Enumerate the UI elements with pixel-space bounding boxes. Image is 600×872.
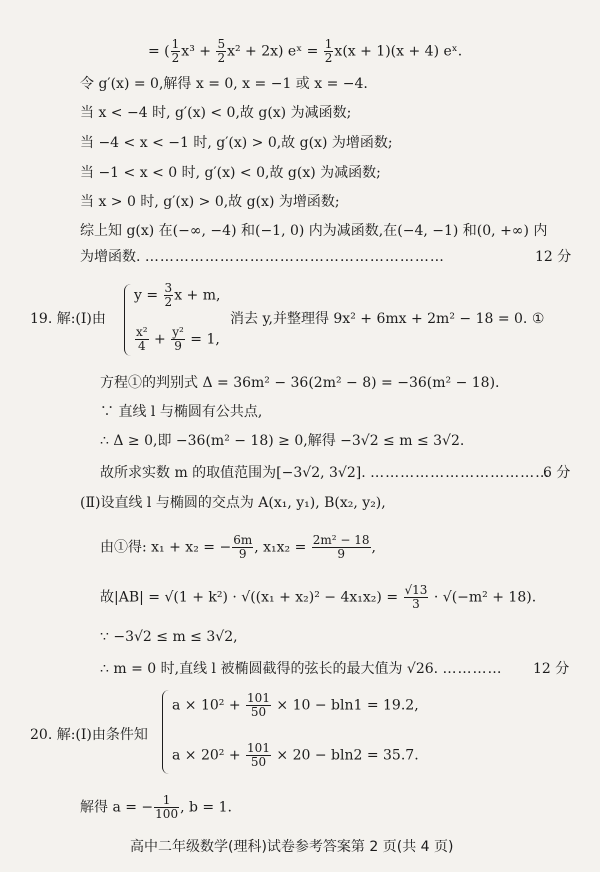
text: 由①得: x₁ + x₂ = − bbox=[100, 539, 232, 556]
text-line bbox=[100, 464, 550, 482]
text-line: 当 −1 < x < 0 时, g′(x) < 0,故 g(x) 为减函数; bbox=[80, 165, 381, 181]
fraction: $\frac{1}{100}$ bbox=[155, 793, 179, 821]
text-line bbox=[80, 248, 445, 266]
text-line: 当 −4 < x < −1 时, g′(x) > 0,故 g(x) 为增函数; bbox=[80, 135, 393, 151]
text: × 20 − bln2 = 35.7. bbox=[271, 747, 419, 764]
equation bbox=[172, 692, 419, 719]
fraction: $\frac{\text{2m² − 18}}{9}$ bbox=[312, 533, 370, 561]
text-line: 方程①的判别式 Δ = 36m² − 36(2m² − 8) = −36(m² − 18). bbox=[100, 375, 500, 391]
fraction: $\frac{5}{2}$ bbox=[217, 37, 226, 65]
brace bbox=[124, 284, 131, 356]
text: x³ + bbox=[181, 43, 216, 60]
text: = 1, bbox=[185, 331, 220, 348]
question-20-label: 20. 解:(Ⅰ)由条件知 bbox=[30, 727, 148, 743]
equation bbox=[80, 794, 232, 821]
text-line: 消去 y,并整理得 9x² + 6mx + 2m² − 18 = 0. ① bbox=[230, 311, 545, 327]
fraction: $\frac{6m}{9}$ bbox=[233, 533, 253, 561]
text-line: ∴ Δ ≥ 0,即 −36(m² − 18) ≥ 0,解得 −3√2 ≤ m ≤ 3√2. bbox=[100, 433, 465, 449]
text: , b = 1. bbox=[180, 799, 232, 816]
text: a × 10² + bbox=[172, 697, 246, 714]
text: = ( bbox=[148, 43, 170, 60]
text: 为增函数. bbox=[80, 249, 141, 265]
text: x² + 2x) eˣ = bbox=[227, 43, 323, 60]
fraction: $\frac{3}{2}$ bbox=[164, 281, 173, 309]
text-line: 当 x > 0 时, g′(x) > 0,故 g(x) 为增函数; bbox=[80, 194, 340, 210]
page-footer: 高中二年级数学(理科)试卷参考答案第 2 页(共 4 页) bbox=[130, 839, 454, 855]
equation bbox=[172, 742, 419, 769]
text: a × 20² + bbox=[172, 747, 246, 764]
equation bbox=[134, 282, 220, 309]
brace bbox=[162, 690, 169, 774]
fraction: $\frac{101}{50}$ bbox=[247, 741, 270, 769]
dot-leader: ……………………………… bbox=[370, 465, 551, 481]
question-19-label: 19. 解:(Ⅰ)由 bbox=[30, 311, 106, 327]
text-line: 综上知 g(x) 在(−∞, −4) 和(−1, 0) 内为减函数,在(−4, −1) 和(0, +∞) 内 bbox=[80, 223, 548, 239]
dot-leader: …………………………………………………… bbox=[144, 249, 445, 265]
text: x(x + 1)(x + 4) eˣ. bbox=[334, 43, 463, 60]
fraction: $\frac{√13}{3}$ bbox=[404, 583, 428, 611]
text: y = bbox=[134, 287, 163, 304]
fraction: $\frac{1}{2}$ bbox=[171, 37, 180, 65]
text: 故所求实数 m 的取值范围为[−3√2, 3√2]. bbox=[100, 465, 366, 481]
fraction: $\frac{\text{x²}}{4}$ bbox=[136, 325, 148, 353]
text-line: 当 x < −4 时, g′(x) < 0,故 g(x) 为减函数; bbox=[80, 105, 352, 121]
text-line: (Ⅱ)设直线 l 与椭圆的交点为 A(x₁, y₁), B(x₂, y₂), bbox=[80, 495, 386, 511]
text: x + m, bbox=[174, 287, 221, 304]
score: 12 分 bbox=[533, 661, 570, 677]
text: , bbox=[371, 539, 376, 556]
equation: $\frac{\text{x²}}{4}$ + $\frac{\text{y²}}{9}$ = 1, bbox=[136, 325, 220, 353]
text: · √(−m² + 18). bbox=[429, 589, 537, 606]
text-line: 令 g′(x) = 0,解得 x = 0, x = −1 或 x = −4. bbox=[80, 76, 368, 92]
text: ∴ m = 0 时,直线 l 被椭圆截得的弦长的最大值为 √26. bbox=[100, 661, 439, 677]
text-line bbox=[100, 660, 503, 678]
text-line: ∵ −3√2 ≤ m ≤ 3√2, bbox=[100, 629, 238, 645]
text: 解得 a = − bbox=[80, 799, 154, 816]
equation-gx-derivative bbox=[148, 38, 462, 65]
equation bbox=[100, 534, 376, 561]
text: × 10 − bln1 = 19.2, bbox=[271, 697, 419, 714]
equation bbox=[100, 584, 536, 611]
dot-leader: ………… bbox=[442, 661, 503, 677]
score: 12 分 bbox=[535, 249, 572, 265]
fraction: $\frac{1}{2}$ bbox=[324, 37, 333, 65]
fraction: $\frac{\text{y²}}{9}$ bbox=[172, 325, 184, 353]
text-line: ∵ 直线 l 与椭圆有公共点, bbox=[100, 404, 263, 420]
text: 故|AB| = √(1 + k²) · √((x₁ + x₂)² − 4x₁x₂) = bbox=[100, 589, 403, 606]
fraction: $\frac{101}{50}$ bbox=[247, 691, 270, 719]
score: 6 分 bbox=[543, 465, 571, 481]
text: , x₁x₂ = bbox=[254, 539, 311, 556]
